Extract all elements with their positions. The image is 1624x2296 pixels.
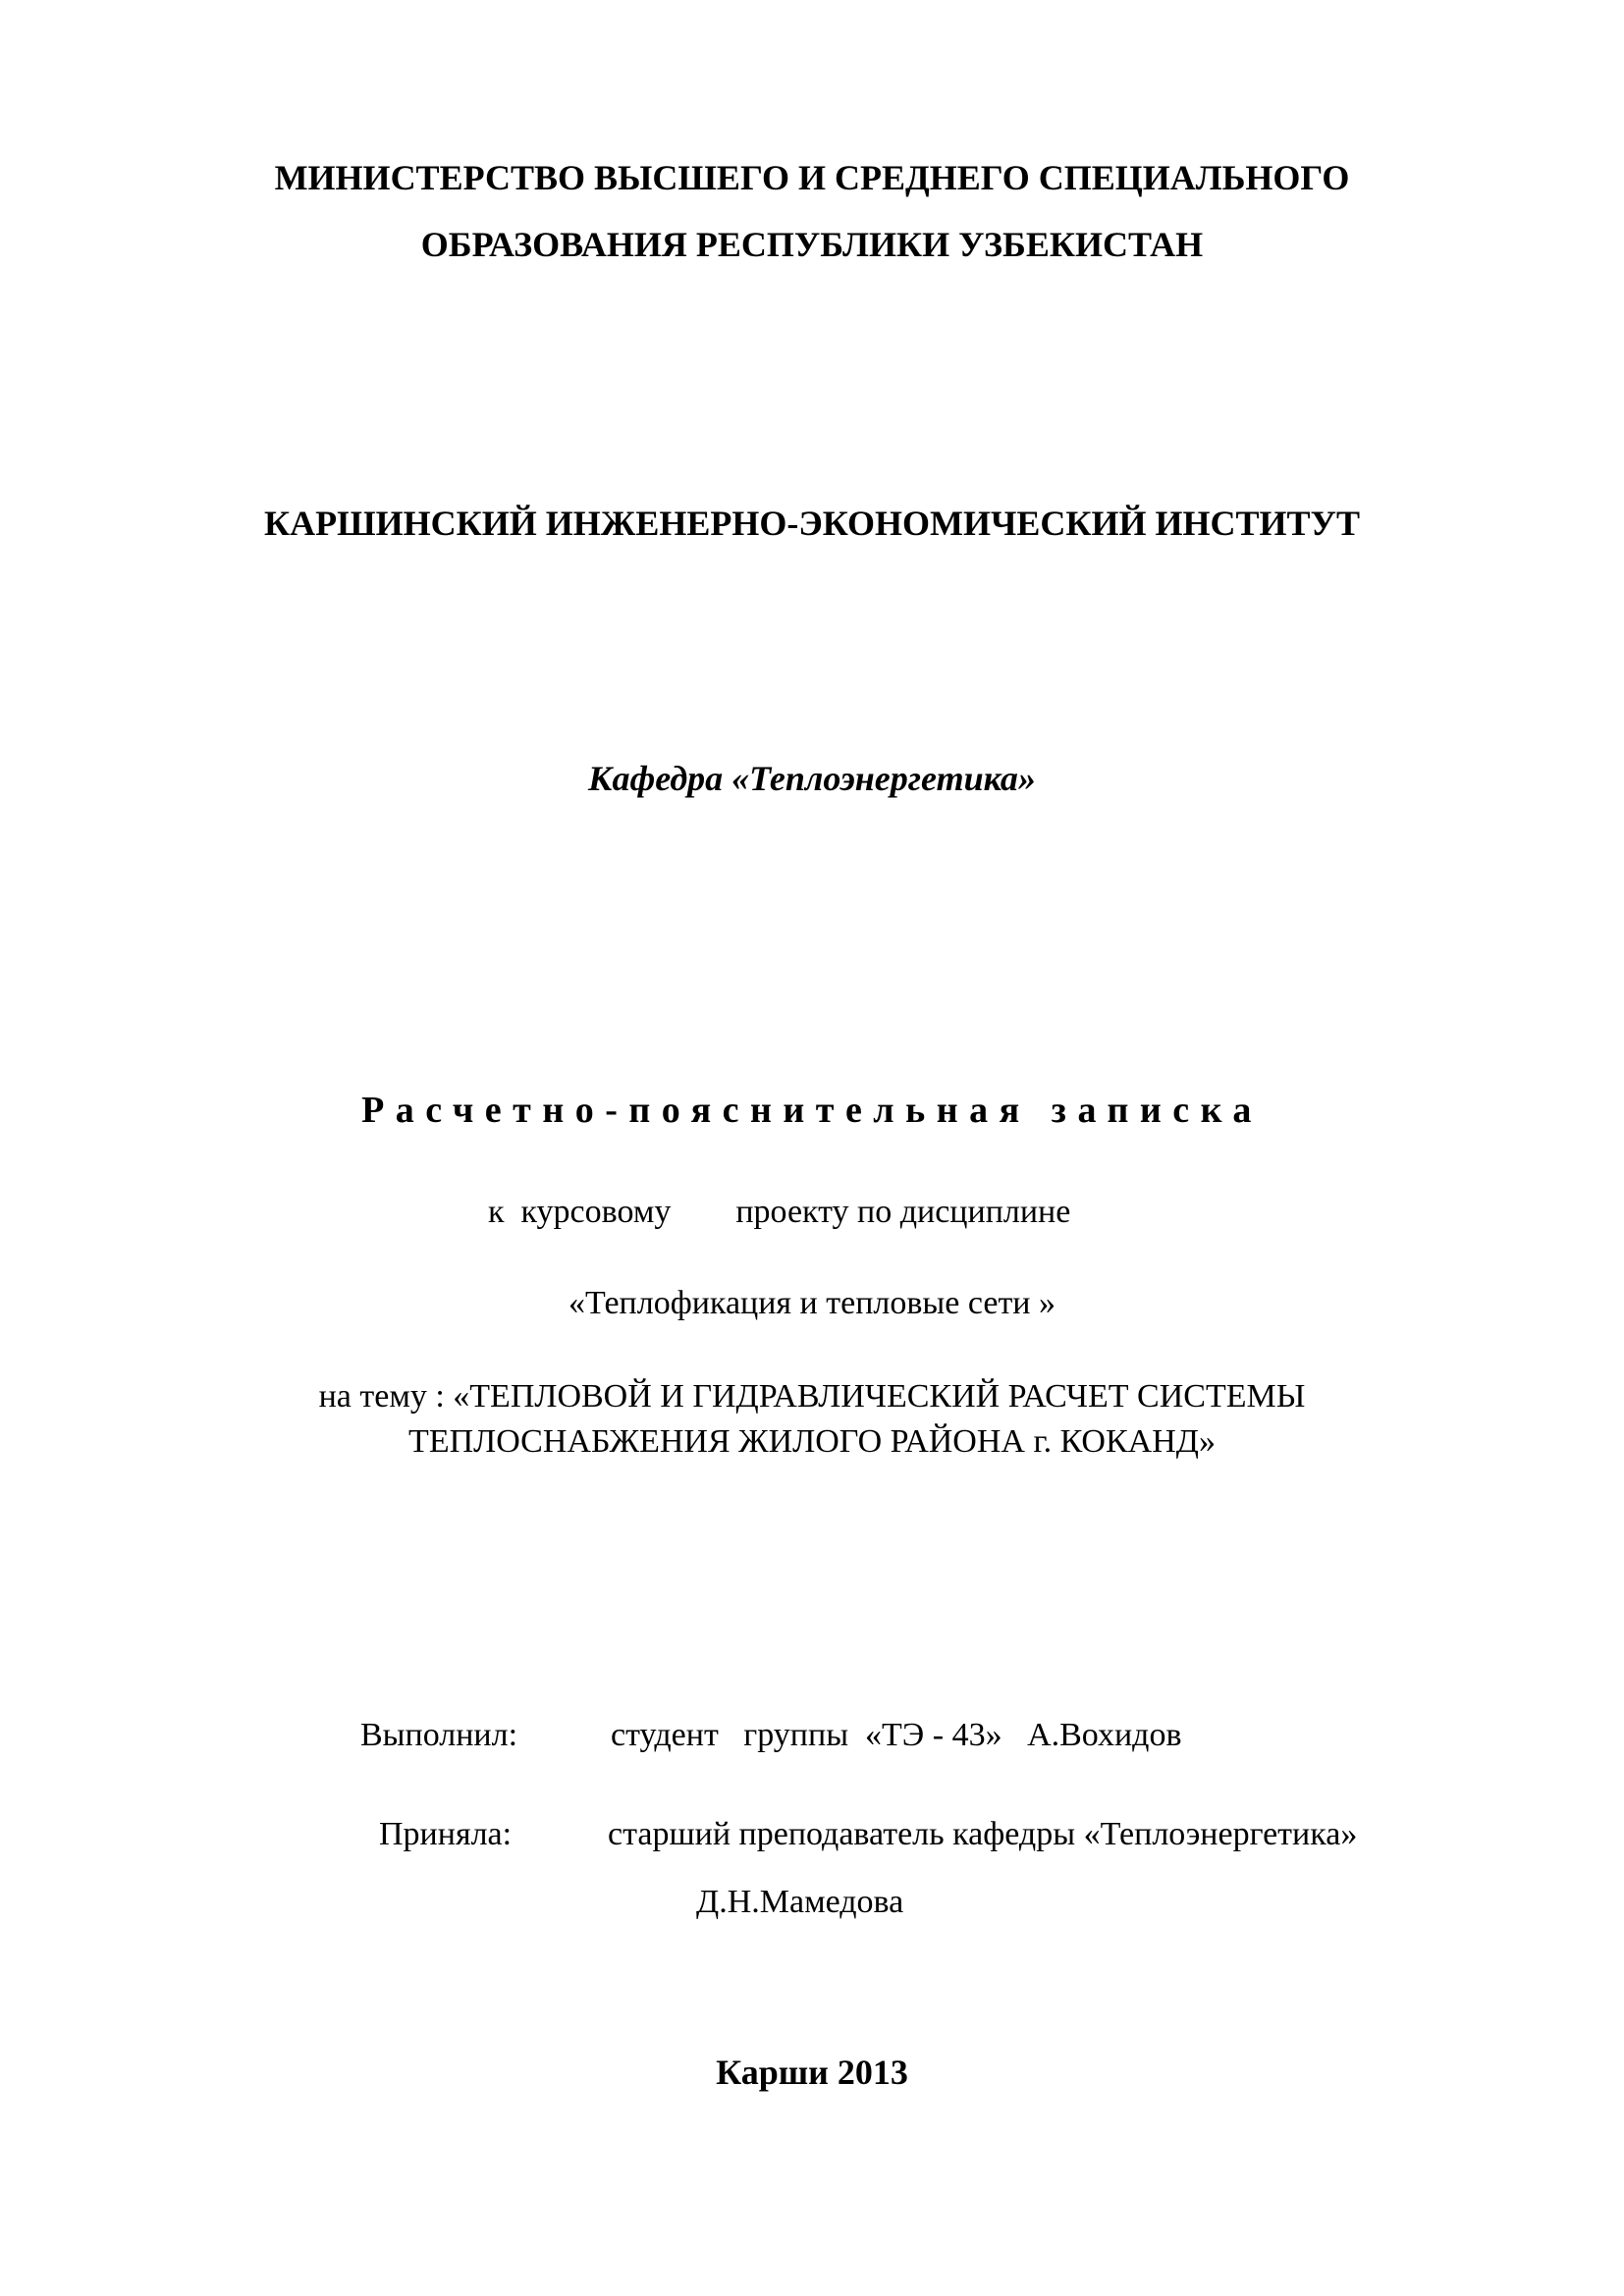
department-title: Кафедра «Теплоэнергетика» (588, 759, 1036, 798)
ministry-title-line-2: ОБРАЗОВАНИЯ РЕСПУБЛИКИ УЗБЕКИСТАН (420, 225, 1204, 264)
topic-line-2: ТЕПЛОСНАБЖЕНИЯ ЖИЛОГО РАЙОНА г. КОКАНД» (408, 1423, 1216, 1460)
performed-by-value: студент группы «ТЭ - 43» А.Вохидов (611, 1717, 1182, 1753)
accepted-by-name: Д.Н.Мамедова (696, 1884, 904, 1920)
city-and-year: Карши 2013 (716, 2053, 908, 2092)
performed-by-label: Выполнил: (360, 1717, 518, 1753)
institute-title: КАРШИНСКИЙ ИНЖЕНЕРНО-ЭКОНОМИЧЕСКИЙ ИНСТИТУТ (264, 504, 1360, 543)
discipline-name: «Теплофикация и тепловые сети » (568, 1285, 1056, 1321)
accepted-by-label: Приняла: (379, 1816, 513, 1852)
subtitle-part-1: к курсовому (488, 1194, 672, 1230)
course-project-subtitle (488, 1196, 1070, 1229)
accepted-by-value: старший преподаватель кафедры «Теплоэнергетика» (608, 1816, 1358, 1852)
document-type-heading: Расчетно-пояснительная записка (361, 1090, 1263, 1131)
ministry-title-line-1: МИНИСТЕРСТВО ВЫСШЕГО И СРЕДНЕГО СПЕЦИАЛЬНОГО (274, 158, 1350, 197)
topic-line-1: на тему : «ТЕПЛОВОЙ И ГИДРАВЛИЧЕСКИЙ РАСЧЕТ СИСТЕМЫ (318, 1378, 1306, 1415)
subtitle-part-2: проекту по дисциплине (735, 1194, 1071, 1230)
